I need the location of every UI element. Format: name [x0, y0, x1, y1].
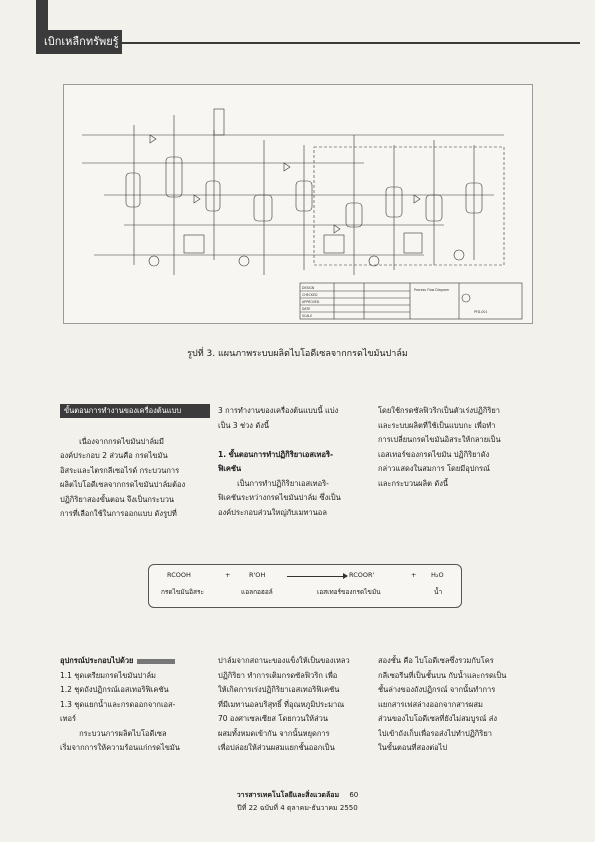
- reaction-equation-box: [148, 564, 462, 608]
- text-line: โดยใช้กรดซัลฟิวริกเป็นตัวเร่งปฏิกิริยา: [378, 406, 501, 415]
- text-line: องค์ประกอบส่วนใหญ่กับเมทานอล: [218, 507, 327, 517]
- figure-caption: รูปที่ 3. แผนภาพระบบผลิตไบโอดีเซลจากกรดไขมันปาล์ม: [187, 349, 408, 359]
- footer-journal-line: [0, 790, 595, 801]
- title-block-row-date: DATE: [302, 307, 311, 311]
- text-line: เนื่องจากกรดไขมันปาล์มมี: [60, 436, 164, 446]
- heading-rule-bar: [137, 659, 175, 664]
- text-line: เอสเทอร์ของกรดไขมัน ปฏิกิริยาดัง: [378, 449, 490, 459]
- text-line: ปาล์มจากสถานะของแข็งให้เป็นของเหลว: [218, 656, 350, 665]
- plus-sign: +: [225, 571, 231, 579]
- title-block-drawing-title: Process Flow Diagram: [414, 288, 450, 292]
- text-line: ในขั้นตอนที่สองต่อไป: [378, 743, 448, 752]
- text-line: [60, 420, 210, 435]
- footer-journal-name: วารสารเทคโนโลยีและสิ่งแวดล้อม: [236, 791, 340, 799]
- text-line: ปฏิกิริยา ทำการเติมกรดซัลฟิวริก เพื่อ: [218, 670, 338, 680]
- reaction-arrow: [287, 576, 347, 577]
- subheading-esterification-cont: ฟิเคชัน: [218, 464, 242, 473]
- section1-column-2: [218, 404, 368, 520]
- list-item: เทอร์: [60, 714, 77, 723]
- plus-sign: +: [411, 571, 417, 579]
- section1-column-3: [378, 404, 538, 491]
- text-line: และกระบวนผลิต ดังนี้: [378, 478, 449, 488]
- text-line: และระบบผลิตที่ใช้เป็นแบบกะ เพื่อทำ: [378, 420, 496, 430]
- product-ester: RCOOR': [349, 571, 375, 579]
- text-line: กล่าวแสดงในสมการ โดยมีอุปกรณ์: [378, 464, 491, 473]
- subheading-equipment-text: อุปกรณ์ประกอบไปด้วย: [60, 656, 134, 665]
- footer-issue: ปีที่ 22 ฉบับที่ 4 ตุลาคม-ธันวาคม 2550: [237, 804, 358, 812]
- section-tab-title: เบิกเหลืกทรัพยรู้: [36, 30, 122, 54]
- text-line: อิสระและไตรกลีเซอไรด์ กระบวนการ: [60, 465, 180, 475]
- title-block-drawing-no: PFD-001: [474, 310, 488, 314]
- text-line: 3 การทำงานของเครื่องต้นแบบนี้ แบ่ง: [218, 406, 339, 415]
- section2-column-2: [218, 654, 368, 756]
- list-item: 1.3 ชุดแยกน้ำและกรดออกจากเอส-: [60, 699, 176, 709]
- list-item: 1.2 ชุดถังปฏิกรณ์เอสเทอริฟิเคชัน: [60, 685, 169, 694]
- subheading-esterification: 1. ขั้นตอนการทำปฏิกิริยาเอสเทอริ-: [218, 449, 334, 459]
- reactant-alcohol: R'OH: [249, 571, 266, 579]
- product-water: H₂O: [431, 571, 444, 579]
- text-line: 70 องศาเซลเซียส โดยกวนให้ส่วน: [218, 714, 329, 723]
- section2-column-1: [60, 654, 210, 756]
- text-line: การเปลี่ยนกรดไขมันอิสระให้กลายเป็น: [378, 435, 501, 444]
- text-line: ให้เกิดการเร่งปฏิกิริยาเอสเทอริฟิเคชัน: [218, 685, 340, 694]
- text-line: ผลิตไบโอดีเซลจากกรดไขมันปาล์มต้อง: [60, 480, 186, 489]
- list-item: 1.1 ชุดเตรียมกรดไขมันปาล์ม: [60, 670, 156, 680]
- title-block-row-scale: SCALE: [302, 314, 313, 318]
- text-line: เริ่มจากการให้ความร้อนแก่กรดไขมัน: [60, 743, 180, 752]
- reactant-free-fatty-acid: RCOOH: [167, 571, 191, 579]
- text-line: ผสมทั้งหมดเข้ากัน จากนั้นหยุดการ: [218, 728, 330, 738]
- product-water-label: น้ำ: [434, 588, 443, 596]
- text-line: สองชั้น คือ ไบโอดีเซลซึ่งรวมกับโคร: [378, 656, 494, 665]
- reactant-alcohol-label: แอลกอฮอล์: [241, 588, 273, 596]
- title-block-row-checked: CHECKED: [302, 293, 318, 297]
- title-block-row-approved: APPROVED: [302, 300, 320, 304]
- product-ester-label: เอสเทอร์ของกรดไขมัน: [317, 588, 381, 596]
- text-line: ชั้นล่างของถังปฏิกรณ์ จากนั้นทำการ: [378, 685, 496, 694]
- header-corner-bar: [36, 0, 48, 30]
- text-line: ฟิเคชันระหว่างกรดไขมันปาล์ม ซึ่งเป็น: [218, 493, 341, 502]
- text-line: ที่มีเมทานอลบริสุทธิ์ ที่อุณหภูมิประมาณ: [218, 699, 345, 709]
- text-line: การที่เลือกใช้ในการออกแบบ ดังรูปที่: [60, 509, 177, 518]
- text-line: ปฏิกิริยาสองขั้นตอน จึงเป็นกระบวน: [60, 494, 175, 504]
- text-line: แยกสารเฟสล่างออกจากสารผสม: [378, 699, 483, 709]
- text-line: ส่วนของไบโอดีเซลที่ยังไม่สมบูรณ์ ส่ง: [378, 714, 498, 723]
- text-line: กลีเซอรีนที่เป็นชั้นบน กับน้ำและกรดเป็น: [378, 670, 507, 680]
- text-line: ไปเข้าถังเก็บเพื่อรอส่งไปทำปฏิกิริยา: [378, 728, 492, 738]
- section-heading-prototype: ขั้นตอนการทำงานของเครื่องต้นแบบ: [60, 404, 210, 418]
- process-flow-drawing: [63, 84, 533, 324]
- flow-diagram-svg: [64, 85, 532, 323]
- section2-column-3: [378, 654, 538, 756]
- section1-column-1: [60, 420, 210, 522]
- reactant-free-fatty-acid-label: กรดไขมันอิสระ: [161, 588, 204, 596]
- text-line: [218, 433, 368, 448]
- text-line: เป็นการทำปฏิกิริยาเอสเทอริ-: [218, 478, 329, 488]
- title-block-row-design: DESIGN: [302, 286, 315, 290]
- subheading-equipment: [60, 654, 210, 669]
- page-number: 60: [349, 791, 359, 799]
- text-line: เพื่อปล่อยให้ส่วนผสมแยกชั้นออกเป็น: [218, 743, 335, 752]
- text-line: องค์ประกอบ 2 ส่วนคือ กรดไขมัน: [60, 451, 168, 460]
- text-line: กระบวนการผลิตไบโอดีเซล: [60, 728, 167, 738]
- text-line: เป็น 3 ช่วง ดังนี้: [218, 420, 269, 430]
